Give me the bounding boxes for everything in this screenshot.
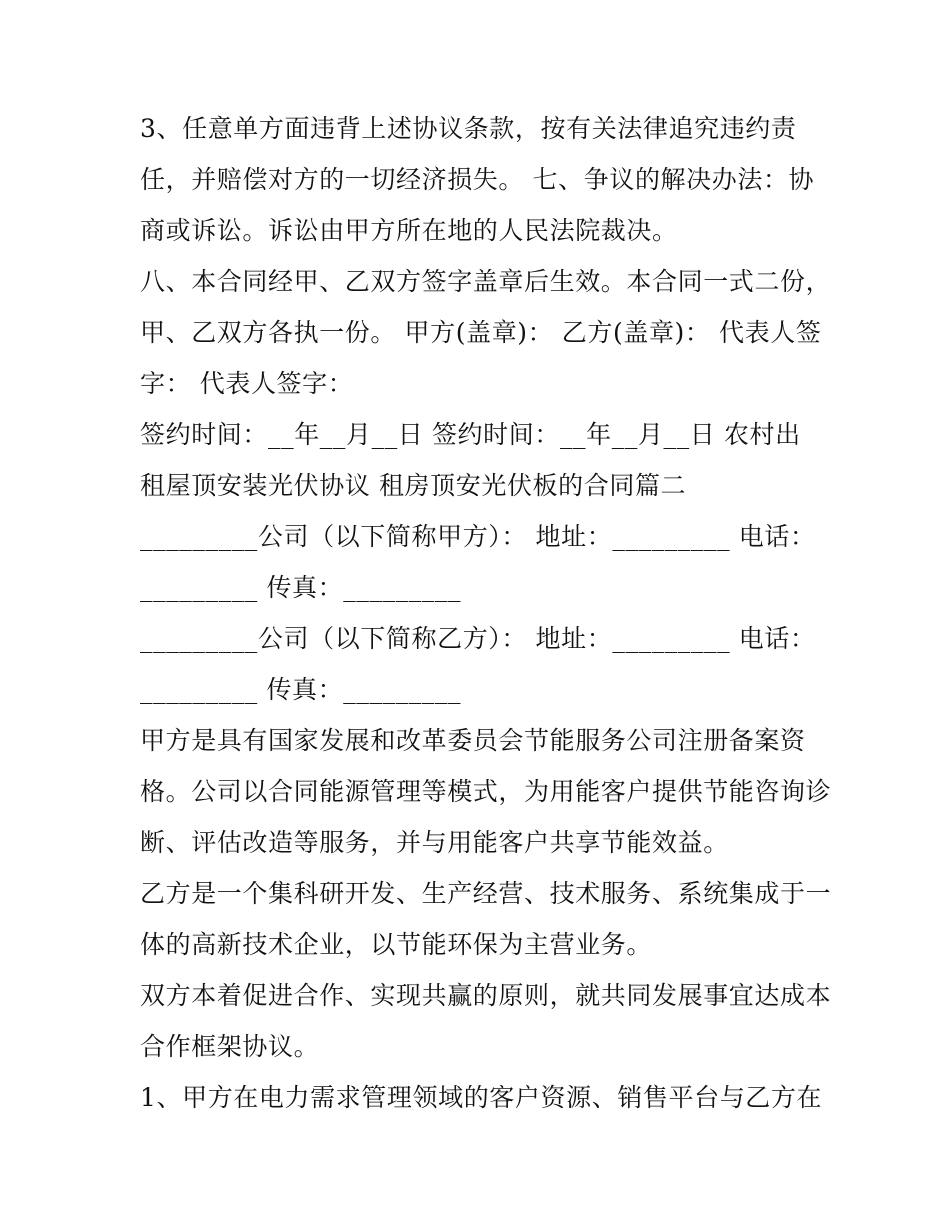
text-line: 断、评估改造等服务，并与用能客户共享节能效益。 xyxy=(140,828,729,857)
text-line: 双方本着促进合作、实现共赢的原则，就共同发展事宜达成本 xyxy=(140,981,832,1010)
text-line: 商或诉讼。诉讼由甲方所在地的人民法院裁决。 xyxy=(140,216,678,245)
text-line: 任，并赔偿对方的一切经济损失。 七、争议的解决办法：协 xyxy=(140,165,815,194)
text-line: 格。公司以合同能源管理等模式，为用能客户提供节能咨询诊 xyxy=(140,777,832,806)
text-line: 体的高新技术企业，以节能环保为主营业务。 xyxy=(140,930,653,959)
text-line: 3、任意单方面违背上述协议条款，按有关法律追究违约责 xyxy=(140,114,797,143)
text-line: 租屋顶安装光伏协议 租房顶安光伏板的合同篇二 xyxy=(140,471,687,500)
text-line: _________公司（以下简称乙方）： 地址：_________ 电话： xyxy=(140,624,816,653)
text-line: 甲方是具有国家发展和改革委员会节能服务公司注册备案资 xyxy=(140,726,806,755)
text-line: _________公司（以下简称甲方）： 地址：_________ 电话： xyxy=(140,522,816,551)
text-line: 签约时间：__年__月__日 签约时间：__年__月__日 农村出 xyxy=(140,420,801,449)
text-line: _________ 传真：_________ xyxy=(140,573,462,602)
text-line: 1、甲方在电力需求管理领域的客户资源、销售平台与乙方在 xyxy=(140,1083,823,1112)
text-line: 乙方是一个集科研开发、生产经营、技术服务、系统集成于一 xyxy=(140,879,832,908)
text-line: 字： 代表人签字： xyxy=(140,369,354,398)
text-line: 合作框架协议。 xyxy=(140,1032,320,1061)
text-line: 八、本合同经甲、乙双方签字盖章后生效。本合同一式二份， xyxy=(140,267,832,296)
text-line: 甲、乙双方各执一份。 甲方(盖章)： 乙方(盖章)： 代表人签 xyxy=(140,318,822,347)
text-line: _________ 传真：_________ xyxy=(140,675,462,704)
